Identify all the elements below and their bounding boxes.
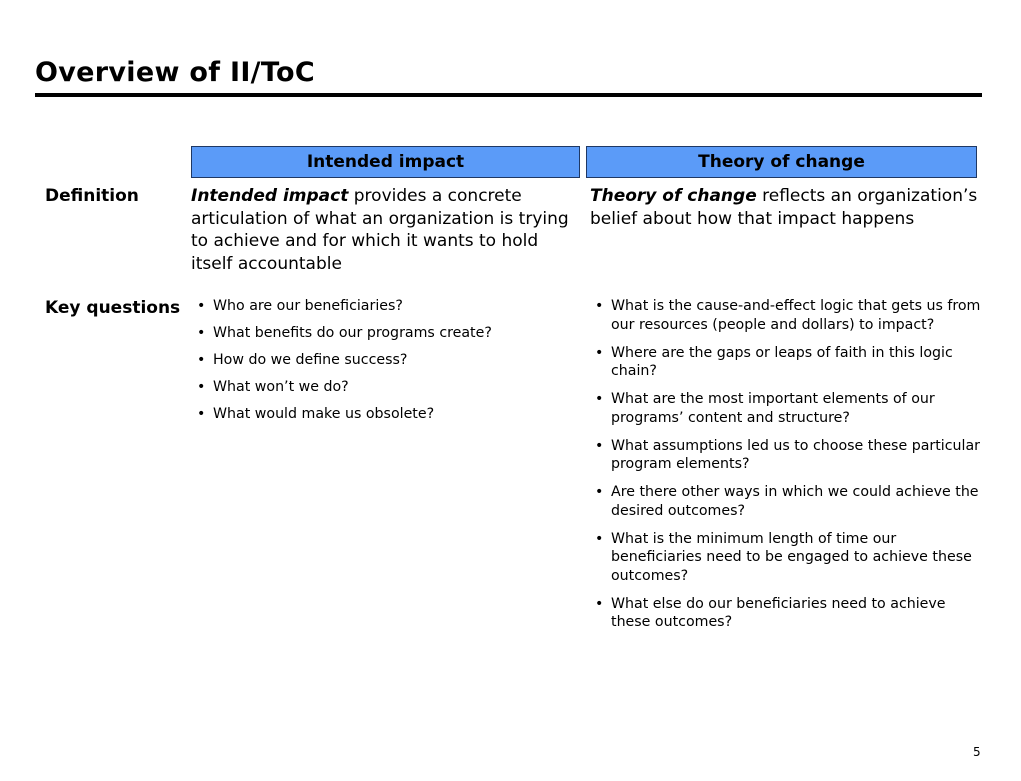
bullet-glyph: • xyxy=(595,344,604,361)
list-item xyxy=(591,437,983,474)
definition-term: Intended impact xyxy=(191,186,349,206)
list-item xyxy=(591,595,983,632)
page-title: Overview of II/ToC xyxy=(35,57,315,88)
question-text: What are the most important elements of our programs’ content and structure? xyxy=(611,391,935,426)
bullet-glyph: • xyxy=(197,351,206,368)
question-text: How do we define success? xyxy=(213,351,408,368)
row-label-definition: Definition xyxy=(45,186,139,206)
bullet-glyph: • xyxy=(595,437,604,454)
list-item xyxy=(193,351,583,370)
definition-text: provides a concrete articulation of what an organization is trying to achieve and for which it wants to hold itself accountable xyxy=(191,186,569,274)
question-text: What assumptions led us to choose these particular program elements? xyxy=(611,437,980,472)
bullet-glyph: • xyxy=(595,530,604,547)
bullet-glyph: • xyxy=(595,484,604,500)
question-text: What won’t we do? xyxy=(213,378,349,395)
title-divider xyxy=(35,93,982,97)
definition-term: Theory of change xyxy=(590,186,757,206)
bullet-glyph: • xyxy=(595,298,604,314)
question-text: What is the cause-and-effect logic that gets us from our resources (people and dollars) to impact? xyxy=(611,298,981,333)
question-text: What is the minimum length of time our beneficiaries need to be engaged to achieve these outcomes? xyxy=(611,530,972,584)
column-header-theory-of-change: Theory of change xyxy=(586,146,977,178)
list-item xyxy=(591,390,983,427)
bullet-glyph: • xyxy=(197,324,206,341)
bullet-glyph: • xyxy=(197,298,206,314)
list-item xyxy=(193,405,583,424)
row-label-key-questions: Key questions xyxy=(45,298,181,318)
question-text: What would make us obsolete? xyxy=(213,405,435,422)
bullet-glyph: • xyxy=(197,378,206,395)
definition-theory-of-change xyxy=(590,185,980,230)
question-text: Are there other ways in which we could achieve the desired outcomes? xyxy=(611,484,979,519)
list-item xyxy=(591,297,983,334)
list-item xyxy=(591,530,983,586)
bullet-glyph: • xyxy=(595,391,604,407)
page-number: 5 xyxy=(973,745,981,759)
list-item xyxy=(193,297,583,316)
question-text: What else do our beneficiaries need to achieve these outcomes? xyxy=(611,595,946,630)
list-item xyxy=(591,344,983,381)
key-questions-intended-impact xyxy=(193,297,583,431)
question-text: Where are the gaps or leaps of faith in this logic chain? xyxy=(611,344,953,379)
question-text: Who are our beneficiaries? xyxy=(213,298,403,314)
bullet-glyph: • xyxy=(595,595,604,612)
column-header-intended-impact: Intended impact xyxy=(191,146,580,178)
key-questions-theory-of-change xyxy=(591,297,983,641)
list-item xyxy=(591,483,983,520)
definition-intended-impact xyxy=(191,185,581,275)
question-text: What benefits do our programs create? xyxy=(213,324,492,341)
definition-text: reflects an organization’s belief about how that impact happens xyxy=(590,186,978,229)
list-item xyxy=(193,324,583,343)
bullet-glyph: • xyxy=(197,405,206,422)
list-item xyxy=(193,378,583,397)
